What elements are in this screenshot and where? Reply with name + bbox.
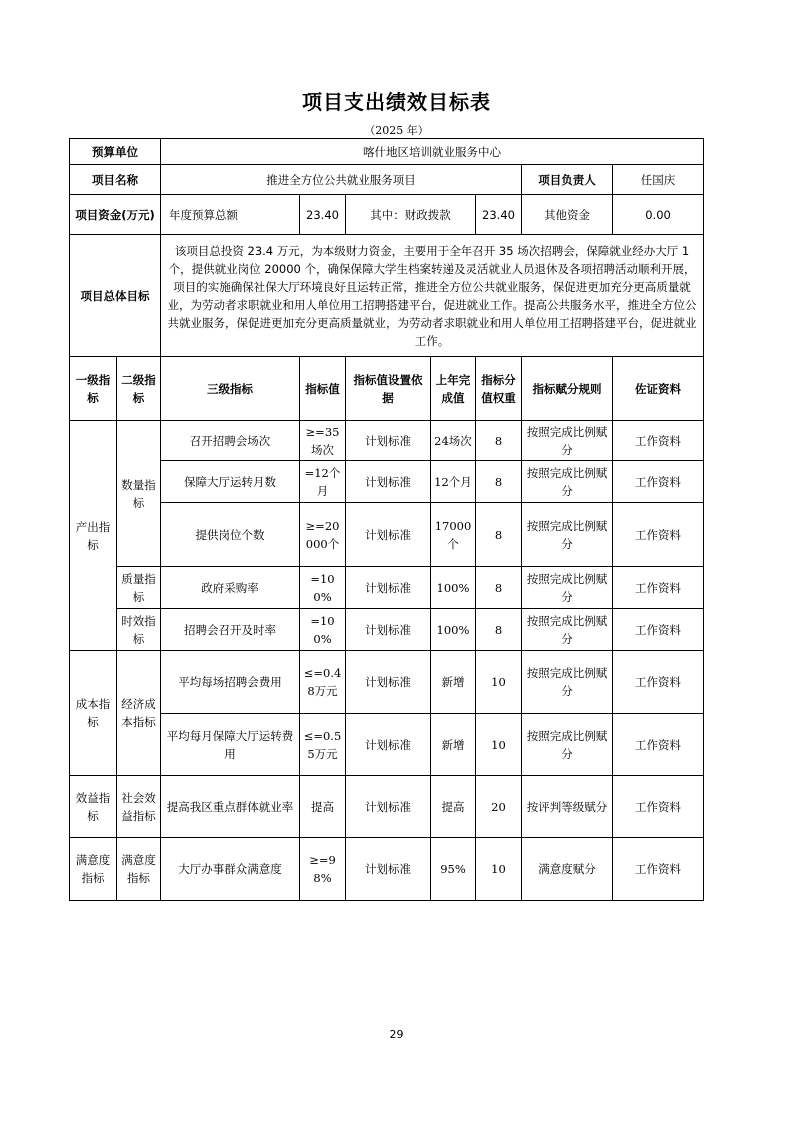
page-number: 29	[389, 1028, 404, 1041]
row-value: ≥=98%	[300, 838, 346, 901]
row-level3: 提高我区重点群体就业率	[161, 776, 300, 838]
row-value: =12个月	[300, 461, 346, 503]
row-level3: 平均每场招聘会费用	[161, 651, 300, 714]
row-rule: 按照完成比例赋分	[522, 609, 613, 651]
overall-goal-row	[70, 235, 704, 357]
row-rule: 满意度赋分	[522, 838, 613, 901]
row-value: ≥=20000个	[300, 503, 346, 567]
row-evidence: 工作资料	[613, 421, 704, 461]
overall-goal-label: 项目总体目标	[70, 235, 161, 357]
col-level1: 一级指标	[70, 357, 117, 421]
row-value: ≥=35场次	[300, 421, 346, 461]
project-name-label: 项目名称	[70, 165, 161, 195]
row-evidence: 工作资料	[613, 461, 704, 503]
row-basis: 计划标准	[346, 461, 431, 503]
row-weight: 8	[476, 461, 522, 503]
col-evidence: 佐证资料	[613, 357, 704, 421]
row-evidence: 工作资料	[613, 503, 704, 567]
table-row	[70, 609, 704, 651]
level1-benefit: 效益指标	[70, 776, 117, 838]
row-rule: 按照完成比例赋分	[522, 651, 613, 714]
level1-cost: 成本指标	[70, 651, 117, 776]
year-label: （2025 年）	[364, 124, 429, 137]
row-value: =100%	[300, 567, 346, 609]
row-weight: 8	[476, 503, 522, 567]
table-row	[70, 651, 704, 714]
row-value: =100%	[300, 609, 346, 651]
row-basis: 计划标准	[346, 503, 431, 567]
col-rule: 指标赋分规则	[522, 357, 613, 421]
row-basis: 计划标准	[346, 567, 431, 609]
col-level3: 三级指标	[161, 357, 300, 421]
annual-total-label: 年度预算总额	[161, 195, 300, 235]
row-prev: 95%	[431, 838, 476, 901]
row-evidence: 工作资料	[613, 609, 704, 651]
row-evidence: 工作资料	[613, 567, 704, 609]
project-name-row	[70, 165, 704, 195]
col-level2: 二级指标	[117, 357, 161, 421]
row-prev: 新增	[431, 714, 476, 776]
row-basis: 计划标准	[346, 776, 431, 838]
project-funds-row	[70, 195, 704, 235]
row-weight: 10	[476, 838, 522, 901]
row-basis: 计划标准	[346, 421, 431, 461]
level2-timeliness: 时效指标	[117, 609, 161, 651]
row-weight: 10	[476, 651, 522, 714]
table-row	[70, 567, 704, 609]
row-evidence: 工作资料	[613, 776, 704, 838]
row-rule: 按评判等级赋分	[522, 776, 613, 838]
project-name-value: 推进全方位公共就业服务项目	[161, 165, 522, 195]
row-level3: 招聘会召开及时率	[161, 609, 300, 651]
level1-output: 产出指标	[70, 421, 117, 651]
page-title: 项目支出绩效目标表	[302, 90, 491, 114]
row-level3: 提供岗位个数	[161, 503, 300, 567]
row-level3: 平均每月保障大厅运转费用	[161, 714, 300, 776]
col-weight: 指标分值权重	[476, 357, 522, 421]
row-prev: 提高	[431, 776, 476, 838]
row-rule: 按照完成比例赋分	[522, 714, 613, 776]
other-funds-label: 其他资金	[522, 195, 613, 235]
row-level3: 召开招聘会场次	[161, 421, 300, 461]
row-evidence: 工作资料	[613, 714, 704, 776]
project-leader-value: 任国庆	[613, 165, 704, 195]
project-funds-label: 项目资金(万元)	[70, 195, 161, 235]
performance-target-table	[69, 138, 704, 901]
row-weight: 8	[476, 609, 522, 651]
row-level3: 政府采购率	[161, 567, 300, 609]
budget-unit-value: 喀什地区培训就业服务中心	[161, 139, 704, 165]
table-row	[70, 838, 704, 901]
fiscal-appropriation-value: 23.40	[476, 195, 522, 235]
table-row	[70, 461, 704, 503]
indicator-header-row	[70, 357, 704, 421]
table-row	[70, 421, 704, 461]
budget-unit-row	[70, 139, 704, 165]
row-value: ≤=0.48万元	[300, 651, 346, 714]
overall-goal-text: 该项目总投资 23.4 万元，为本级财力资金，主要用于全年召开 35 场次招聘会，保障就业经办大厅 1 个，提供就业岗位 20000 个，确保保障大学生档案转递及灵活就业人员退休及各项招聘活动顺利开展，项目的实施确保社保大厅环境良好且运转正常，推进全方位公共就业服务，保促进更加充分更高质量就业，为劳动者求职就业和用人单位用工招聘搭建平台，促进就业工作。提高公共服务水平，推进全方位公共就业服务，保促进更加充分更高质量就业，为劳动者求职就业和用人单位用工招聘搭建平台，促进就业工作。	[161, 235, 704, 357]
row-weight: 10	[476, 714, 522, 776]
table-row	[70, 503, 704, 567]
col-basis: 指标值设置依据	[346, 357, 431, 421]
annual-total-value: 23.40	[300, 195, 346, 235]
other-funds-value: 0.00	[613, 195, 704, 235]
level2-satisfaction: 满意度指标	[117, 838, 161, 901]
row-basis: 计划标准	[346, 714, 431, 776]
row-basis: 计划标准	[346, 838, 431, 901]
row-evidence: 工作资料	[613, 651, 704, 714]
budget-unit-label: 预算单位	[70, 139, 161, 165]
row-basis: 计划标准	[346, 609, 431, 651]
row-prev: 100%	[431, 567, 476, 609]
fiscal-appropriation-label: 其中：财政拨款	[346, 195, 476, 235]
project-leader-label: 项目负责人	[522, 165, 613, 195]
row-weight: 8	[476, 567, 522, 609]
row-evidence: 工作资料	[613, 838, 704, 901]
level2-economic-cost: 经济成本指标	[117, 651, 161, 776]
row-level3: 保障大厅运转月数	[161, 461, 300, 503]
row-basis: 计划标准	[346, 651, 431, 714]
level2-social-benefit: 社会效益指标	[117, 776, 161, 838]
level2-quality: 质量指标	[117, 567, 161, 609]
row-weight: 20	[476, 776, 522, 838]
row-value: ≤=0.55万元	[300, 714, 346, 776]
row-prev: 17000个	[431, 503, 476, 567]
row-rule: 按照完成比例赋分	[522, 503, 613, 567]
row-prev: 新增	[431, 651, 476, 714]
row-value: 提高	[300, 776, 346, 838]
row-rule: 按照完成比例赋分	[522, 421, 613, 461]
level2-quantity: 数量指标	[117, 421, 161, 567]
level1-satisfaction: 满意度指标	[70, 838, 117, 901]
row-level3: 大厅办事群众满意度	[161, 838, 300, 901]
row-rule: 按照完成比例赋分	[522, 461, 613, 503]
col-value: 指标值	[300, 357, 346, 421]
table-row	[70, 714, 704, 776]
row-prev: 12个月	[431, 461, 476, 503]
col-prev: 上年完成值	[431, 357, 476, 421]
row-prev: 100%	[431, 609, 476, 651]
row-prev: 24场次	[431, 421, 476, 461]
row-rule: 按照完成比例赋分	[522, 567, 613, 609]
table-row	[70, 776, 704, 838]
row-weight: 8	[476, 421, 522, 461]
